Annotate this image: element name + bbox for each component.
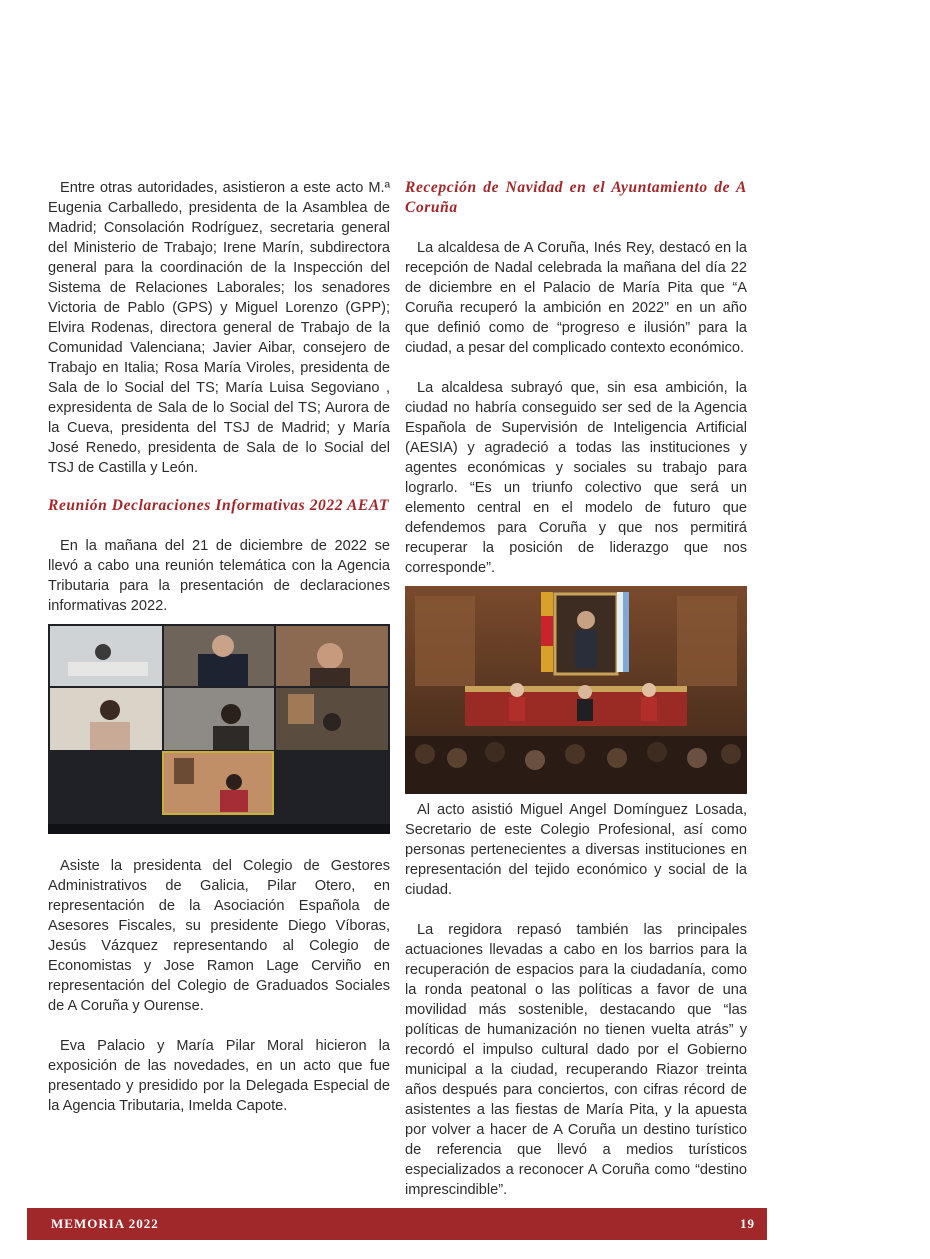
actions-paragraph: La regidora repasó también las principales actuaciones llevadas a cabo en los barrios para la recuperación de espacios para la ciudadanía, como la ronda peatonal o las políticas a favor de una movilidad más sostenible, destacando que “las políticas de humanización no tienen vuelta atrás” y recordó el impulso cultural dado por el Gobierno municipal a la ciudad, recuperando Riazor treinta años después para conciertos, con cifras récord de asistentes a las fiestas de María Pita, y la apuesta por volver a hacer de A Coruña un destino turístico de referencia que llevó a medios turísticos especializados a reconocer A Coruña como “destino imprescindible”. [405,922,747,1198]
intro-paragraph: Entre otras autoridades, asistieron a este acto M.ª Eugenia Carballedo, presidenta de la Asamblea de Madrid; Consolación Rodríguez, secretaria general del Ministerio de Trabajo; Irene Marín, subdirectora general para la coordinación de la Inspección del Sistema de Relaciones Laborales; los senadores Victoria de Pablo (GPS) y Miguel Lorenzo (GPP); Elvira Rodenas, directora general de Trabajo de la Comunidad Valenciana; Javier Aibar, consejero de Trabajo en Italia; Rosa María Viroles, presidenta de Sala de lo Social del TS; María Luisa Segoviano , expresidenta de Sala de lo Social del TS; Aurora de la Cueva, presidenta del TSJ de Madrid; y María José Renedo, presidenta de Sala de lo Social del TSJ de Castilla y León. [48,180,390,476]
footer-title: MEMORIA 2022 [51,1216,159,1231]
page-number: 19 [740,1216,755,1231]
mayor-speech-paragraph: La alcaldesa de A Coruña, Inés Rey, destacó en la recepción de Nadal celebrada la mañana del día 22 de diciembre en el Palacio de María Pita que “A Coruña recuperó la ambición en 2022” en un año que definió como de “progreso e ilusión” para la ciudad, a pesar del complicado contexto económico. [405,240,747,356]
presentation-paragraph: Eva Palacio y María Pilar Moral hicieron la exposición de las novedades, en un acto que fue presentado y presidido por la Delegada Especial de la Agencia Tributaria, Imelda Capote. [48,1038,390,1114]
attendance-paragraph: Al acto asistió Miguel Angel Domínguez Losada, Secretario de este Colegio Profesional, así como personas pertenecientes a diversas instituciones en representación del tejido económico y social de la ciudad. [405,802,747,898]
section-heading-recepcion: Recepción de Navidad en el Ayuntamiento de A Coruña [405,179,747,216]
aeat-meeting-paragraph: En la mañana del 21 de diciembre de 2022 se llevó a cabo una reunión telemática con la Agencia Tributaria para la presentación de declaraciones informativas 2022. [48,538,390,614]
town-hall-reception-photo [405,586,747,794]
page-footer [27,1208,767,1240]
section-heading-aeat: Reunión Declaraciones Informativas 2022 AEAT [48,497,390,514]
video-conference-photo [48,624,390,834]
left-column [48,178,390,1116]
attendees-paragraph: Asiste la presidenta del Colegio de Gestores Administrativos de Galicia, Pilar Otero, en representación de la Asociación Española de Asesores Fiscales, su presidente Diego Víboras, Jesús Vázquez representando al Colegio de Economistas y Jose Ramon Lage Cerviño en representación del Colegio de Graduados Sociales de A Coruña y Ourense. [48,858,390,1014]
right-column [405,178,747,1200]
ambition-paragraph: La alcaldesa subrayó que, sin esa ambición, la ciudad no habría conseguido ser sed de la Agencia Española de Supervisión de Inteligencia Artificial (AESIA) y agradeció a todas las instituciones y agentes económicas y sociales su trabajo para lograrlo. “Es un triunfo colectivo que será un elemento central en el modelo de futuro que defendemos para Coruña y que nos permitirá recuperar la posición de liderazgo que nos corresponde”. [405,380,747,576]
